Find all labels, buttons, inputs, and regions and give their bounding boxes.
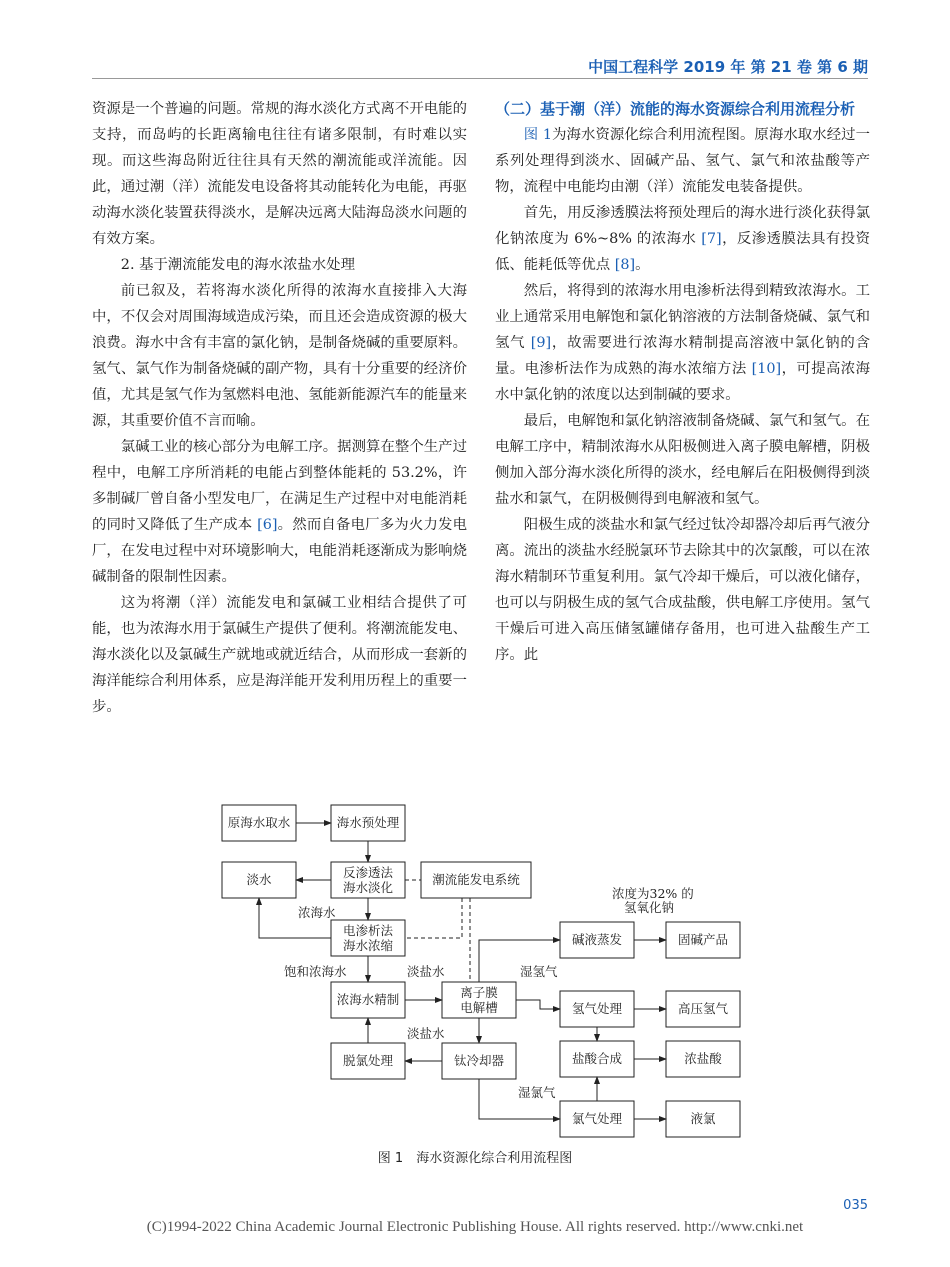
label-ed-1: 电渗析法 [342, 923, 394, 938]
right-column [495, 96, 870, 668]
label-liquid-cl2: 液氯 [690, 1111, 716, 1126]
page-header [0, 0, 950, 78]
label-electro-2: 电解槽 [460, 1000, 498, 1015]
flow-label-wet-h2: 湿氢气 [520, 964, 558, 979]
label-pretreat: 海水预处理 [336, 815, 400, 830]
label-hcl-synth: 盐酸合成 [571, 1051, 623, 1066]
figure-caption: 图 1 海水资源化综合利用流程图 [377, 1151, 573, 1166]
paragraph: 最后，电解饱和氯化钠溶液制备烧碱、氯气和氢气。在电解工序中，精制浓海水从阳极侧进入离子膜电解槽，阴极侧加入部分海水淡化所得的淡水，经电解后在阳极侧得到淡盐水和氯气，在阴极侧得到电解液和氢气。 [495, 413, 870, 507]
flow-label-wet-cl2: 湿氯气 [518, 1085, 556, 1100]
label-ed-2: 海水浓缩 [342, 938, 394, 953]
subsection-title: 2. 基于潮流能发电的海水浓盐水处理 [120, 257, 355, 273]
label-refine: 浓海水精制 [336, 992, 400, 1007]
flow-label-naoh-1: 浓度为32% 的 [612, 886, 694, 901]
label-solid-alkali: 固碱产品 [677, 932, 729, 947]
flow-label-light-brine-2: 淡盐水 [407, 1026, 445, 1041]
flow-label-conc-seawater: 浓海水 [298, 905, 336, 920]
section-heading: （二）基于潮（洋）流能的海水资源综合利用流程分析 [495, 100, 856, 118]
flow-label-naoh-2: 氢氧化钠 [624, 900, 675, 915]
label-fresh-water: 淡水 [246, 872, 272, 887]
paragraph: 然后，将得到的浓海水用电渗析法得到精致浓海水。工业上通常采用电解饱和氯化钠溶液的方法制备烧碱、氯气和氢气 [9]，故需要进行浓海水精制提高溶液中氯化钠的含量。电渗析法作为成熟的海水浓缩方法 [10]，可提高浓海水中氯化钠的浓度以达到制碱的要求。 [495, 283, 870, 403]
page-number: 035 [843, 1198, 868, 1213]
paragraph: 图 1为海水资源化综合利用流程图。原海水取水经过一系列处理得到淡水、固碱产品、氢气、氯气和浓盐酸等产物，流程中电能均由潮（洋）流能发电装备提供。 [495, 127, 870, 195]
arrow-electro-h2 [516, 1000, 560, 1009]
paragraph: 这为将潮（洋）流能发电和氯碱工业相结合提供了可能，也为浓海水用于氯碱生产提供了便利。将潮流能发电、海水淡化以及氯碱生产就地或就近结合，从而形成一套新的海洋能综合利用体系，应是海洋能开发利用历程上的重要一步。 [92, 595, 467, 715]
figure-link[interactable]: 图 1 [523, 127, 553, 143]
label-h2-treat: 氢气处理 [571, 1001, 623, 1016]
paragraph: 首先，用反渗透膜法将预处理后的海水进行淡化获得氯化钠浓度为 6%~8% 的浓海水 [7]，反渗透膜法具有投资低、能耗低等优点 [8]。 [495, 205, 870, 273]
citation-link[interactable]: [10] [751, 361, 782, 377]
label-raw-intake: 原海水取水 [227, 815, 291, 830]
label-lye-evap: 碱液蒸发 [571, 932, 623, 947]
label-electro-1: 离子膜 [460, 985, 498, 1000]
citation-link[interactable]: [8] [614, 257, 636, 273]
citation-link[interactable]: [7] [701, 231, 722, 247]
flow-label-light-brine-1: 淡盐水 [407, 964, 445, 979]
label-conc-hcl: 浓盐酸 [684, 1051, 722, 1066]
citation-link[interactable]: [9] [530, 335, 552, 351]
flow-label-saturated: 饱和浓海水 [284, 964, 347, 979]
left-column [92, 96, 467, 720]
paragraph: 阳极生成的淡盐水和氯气经过钛冷却器冷却后再气液分离。流出的淡盐水经脱氯环节去除其中的次氯酸，可以在浓海水精制环节重复利用。氯气冷却干燥后，可以液化储存，也可以与阴极生成的氢气合成盐酸，供电解工序使用。氢气干燥后可进入高压储氢罐储存备用，也可进入盐酸生产工序。此 [495, 517, 870, 663]
label-cl2-treat: 氯气处理 [571, 1111, 623, 1126]
flow-diagram [200, 795, 760, 1155]
power-link-ed [405, 898, 462, 938]
label-hp-h2: 高压氢气 [677, 1001, 729, 1016]
label-ro-1: 反渗透法 [342, 865, 394, 880]
paragraph: 氯碱工业的核心部分为电解工序。据测算在整个生产过程中，电解工序所消耗的电能占到整体能耗的 53.2%，许多制碱厂曾自备小型发电厂，在满足生产过程中对电能消耗的同时又降低了生产成本 [6]。然而自备电厂多为火力发电厂，在发电过程中对环境影响大，电能消耗逐渐成为影响烧碱制备的限制性因素。 [92, 439, 467, 585]
citation-link[interactable]: [6] [257, 517, 278, 533]
label-ro-2: 海水淡化 [342, 880, 394, 895]
flow-diagram-svg [200, 795, 760, 1140]
copyright-footer: (C)1994-2022 China Academic Journal Electronic Publishing House. All rights reserved. http://www.cnki.net [146, 1219, 804, 1235]
label-ti-cooler: 钛冷却器 [453, 1053, 505, 1068]
paragraph: 前已叙及，若将海水淡化所得的浓海水直接排入大海中，不仅会对周围海域造成污染，而且还会造成资源的极大浪费。海水中含有丰富的氯化钠，是制备烧碱的重要原料。氢气、氯气作为制备烧碱的副产物，具有十分重要的经济价值，尤其是氢气作为氢燃料电池、氢能新能源汽车的能量来源，其重要价值不言而喻。 [92, 283, 467, 429]
journal-title: 中国工程科学 2019 年 第 21 卷 第 6 期 [588, 58, 868, 76]
label-tidal: 潮流能发电系统 [432, 872, 520, 887]
paragraph: 资源是一个普遍的问题。常规的海水淡化方式离不开电能的支持，而岛屿的长距离输电往往有诸多限制，有时难以实现。而这些海岛附近往往具有天然的潮流能或洋流能。因此，通过潮（洋）流能发电设备将其动能转化为电能，再驱动海水淡化装置获得淡水，是解决远离大陆海岛淡水问题的有效方案。 [92, 101, 467, 247]
header-rule [92, 78, 868, 79]
label-dechlor: 脱氯处理 [342, 1053, 394, 1068]
